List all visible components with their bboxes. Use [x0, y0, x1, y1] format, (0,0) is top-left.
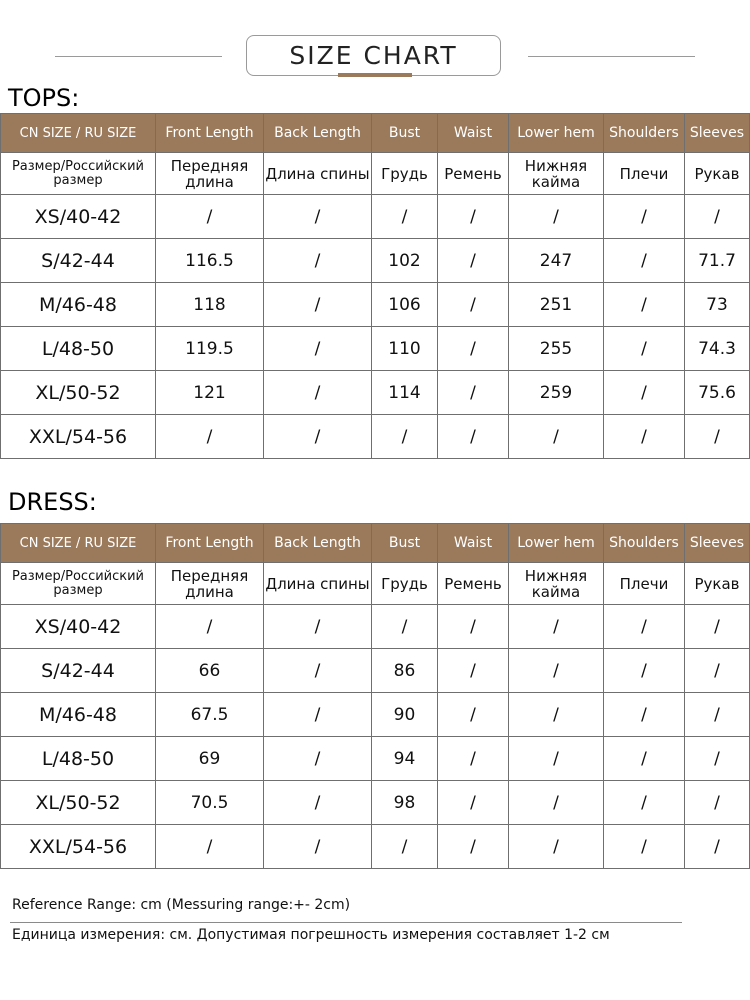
column-header-ru: Передняя длина [156, 563, 264, 605]
column-header-ru: Ремень [438, 563, 509, 605]
column-header-en: Sleeves [685, 114, 750, 153]
table-row [1, 605, 750, 649]
size-label-cell: L/48-50 [1, 737, 156, 781]
measurement-cell: 67.5 [156, 693, 264, 737]
measurement-cell: / [264, 327, 372, 371]
size-label-cell: M/46-48 [1, 693, 156, 737]
measurement-cell: / [604, 327, 685, 371]
measurement-cell: / [604, 605, 685, 649]
measurement-cell: / [438, 781, 509, 825]
measurement-cell: 94 [372, 737, 438, 781]
measurement-cell: 259 [509, 371, 604, 415]
reference-range-note-ru: Единица измерения: см. Допустимая погрешность измерения составляет 1-2 см [12, 927, 610, 943]
measurement-cell: 118 [156, 283, 264, 327]
table-row [1, 825, 750, 869]
measurement-cell: 75.6 [685, 371, 750, 415]
table-row [1, 693, 750, 737]
measurement-cell: 121 [156, 371, 264, 415]
measurement-cell: / [372, 415, 438, 459]
measurement-cell: / [509, 825, 604, 869]
table-row [1, 737, 750, 781]
measurement-cell: / [438, 693, 509, 737]
header-row-ru [1, 153, 750, 195]
dress-size-table [0, 523, 750, 869]
measurement-cell: / [604, 239, 685, 283]
measurement-cell: / [604, 195, 685, 239]
tops-size-table [0, 113, 750, 459]
column-header-ru: Нижняя кайма [509, 153, 604, 195]
measurement-cell: 66 [156, 649, 264, 693]
title-accent-bar [338, 73, 412, 77]
measurement-cell: 86 [372, 649, 438, 693]
measurement-cell: / [509, 415, 604, 459]
measurement-cell: / [685, 825, 750, 869]
column-header-ru: Ремень [438, 153, 509, 195]
column-header-ru: Рукав [685, 563, 750, 605]
measurement-cell: / [156, 195, 264, 239]
column-header-en: Shoulders [604, 114, 685, 153]
measurement-cell: 102 [372, 239, 438, 283]
measurement-cell: / [604, 737, 685, 781]
tops-heading: TOPS: [8, 84, 80, 112]
measurement-cell: / [264, 239, 372, 283]
size-label-cell: XS/40-42 [1, 195, 156, 239]
measurement-cell: 110 [372, 327, 438, 371]
table-row [1, 327, 750, 371]
measurement-cell: 116.5 [156, 239, 264, 283]
column-header-en: Bust [372, 114, 438, 153]
column-header-en: CN SIZE / RU SIZE [1, 524, 156, 563]
column-header-ru: Длина спины [264, 563, 372, 605]
measurement-cell: / [604, 693, 685, 737]
measurement-cell: / [264, 825, 372, 869]
table-row [1, 781, 750, 825]
measurement-cell: / [264, 693, 372, 737]
measurement-cell: 98 [372, 781, 438, 825]
measurement-cell: / [372, 605, 438, 649]
table-row [1, 283, 750, 327]
column-header-ru: Размер/Российский размер [1, 153, 156, 195]
measurement-cell: / [604, 371, 685, 415]
size-label-cell: S/42-44 [1, 649, 156, 693]
measurement-cell: 119.5 [156, 327, 264, 371]
measurement-cell: / [438, 825, 509, 869]
header-row-en [1, 524, 750, 563]
measurement-cell: 70.5 [156, 781, 264, 825]
measurement-cell: 69 [156, 737, 264, 781]
measurement-cell: / [604, 781, 685, 825]
header-row-ru [1, 563, 750, 605]
measurement-cell: / [509, 649, 604, 693]
measurement-cell: / [685, 415, 750, 459]
column-header-ru: Плечи [604, 563, 685, 605]
dress-heading: DRESS: [8, 488, 97, 516]
measurement-cell: / [509, 195, 604, 239]
column-header-en: Lower hem [509, 524, 604, 563]
column-header-en: Back Length [264, 114, 372, 153]
table-row [1, 239, 750, 283]
measurement-cell: / [372, 825, 438, 869]
measurement-cell: 114 [372, 371, 438, 415]
column-header-ru: Грудь [372, 153, 438, 195]
size-chart-title: SIZE CHART [246, 35, 501, 76]
measurement-cell: / [509, 605, 604, 649]
header-row-en [1, 114, 750, 153]
column-header-en: Bust [372, 524, 438, 563]
column-header-en: Back Length [264, 524, 372, 563]
measurement-cell: 90 [372, 693, 438, 737]
title-divider-right [528, 56, 695, 57]
table-row [1, 195, 750, 239]
measurement-cell: / [156, 605, 264, 649]
size-label-cell: XS/40-42 [1, 605, 156, 649]
measurement-cell: / [264, 415, 372, 459]
column-header-en: Waist [438, 524, 509, 563]
column-header-ru: Рукав [685, 153, 750, 195]
measurement-cell: / [264, 737, 372, 781]
measurement-cell: / [438, 605, 509, 649]
measurement-cell: / [264, 605, 372, 649]
size-label-cell: XXL/54-56 [1, 825, 156, 869]
measurement-cell: / [604, 825, 685, 869]
measurement-cell: / [156, 415, 264, 459]
measurement-cell: / [438, 649, 509, 693]
measurement-cell: / [685, 195, 750, 239]
title-divider-left [55, 56, 222, 57]
measurement-cell: / [438, 371, 509, 415]
column-header-ru: Нижняя кайма [509, 563, 604, 605]
notes-divider [10, 922, 682, 923]
measurement-cell: / [264, 283, 372, 327]
column-header-en: Sleeves [685, 524, 750, 563]
column-header-en: CN SIZE / RU SIZE [1, 114, 156, 153]
measurement-cell: / [438, 415, 509, 459]
column-header-ru: Передняя длина [156, 153, 264, 195]
measurement-cell: / [685, 781, 750, 825]
measurement-cell: 106 [372, 283, 438, 327]
measurement-cell: / [156, 825, 264, 869]
measurement-cell: / [264, 371, 372, 415]
measurement-cell: / [438, 195, 509, 239]
measurement-cell: / [509, 693, 604, 737]
column-header-en: Front Length [156, 524, 264, 563]
measurement-cell: / [509, 737, 604, 781]
table-row [1, 371, 750, 415]
measurement-cell: / [685, 605, 750, 649]
column-header-en: Lower hem [509, 114, 604, 153]
column-header-ru: Размер/Российский размер [1, 563, 156, 605]
size-label-cell: XXL/54-56 [1, 415, 156, 459]
measurement-cell: 251 [509, 283, 604, 327]
measurement-cell: / [372, 195, 438, 239]
measurement-cell: / [685, 693, 750, 737]
column-header-en: Shoulders [604, 524, 685, 563]
column-header-ru: Плечи [604, 153, 685, 195]
measurement-cell: / [438, 737, 509, 781]
measurement-cell: 247 [509, 239, 604, 283]
measurement-cell: / [685, 737, 750, 781]
reference-range-note: Reference Range: cm (Messuring range:+- 2cm) [12, 897, 351, 913]
size-chart-title-area [0, 0, 750, 90]
measurement-cell: / [604, 415, 685, 459]
column-header-en: Waist [438, 114, 509, 153]
column-header-en: Front Length [156, 114, 264, 153]
table-row [1, 415, 750, 459]
column-header-ru: Длина спины [264, 153, 372, 195]
size-label-cell: XL/50-52 [1, 371, 156, 415]
size-label-cell: S/42-44 [1, 239, 156, 283]
size-label-cell: M/46-48 [1, 283, 156, 327]
measurement-cell: / [438, 239, 509, 283]
measurement-cell: / [264, 195, 372, 239]
measurement-cell: 255 [509, 327, 604, 371]
size-label-cell: XL/50-52 [1, 781, 156, 825]
column-header-ru: Грудь [372, 563, 438, 605]
measurement-cell: / [438, 327, 509, 371]
measurement-cell: / [438, 283, 509, 327]
size-label-cell: L/48-50 [1, 327, 156, 371]
table-row [1, 649, 750, 693]
measurement-cell: 74.3 [685, 327, 750, 371]
measurement-cell: / [604, 283, 685, 327]
measurement-cell: / [264, 781, 372, 825]
measurement-cell: / [264, 649, 372, 693]
measurement-cell: / [509, 781, 604, 825]
measurement-cell: / [685, 649, 750, 693]
measurement-cell: 73 [685, 283, 750, 327]
measurement-cell: 71.7 [685, 239, 750, 283]
measurement-cell: / [604, 649, 685, 693]
